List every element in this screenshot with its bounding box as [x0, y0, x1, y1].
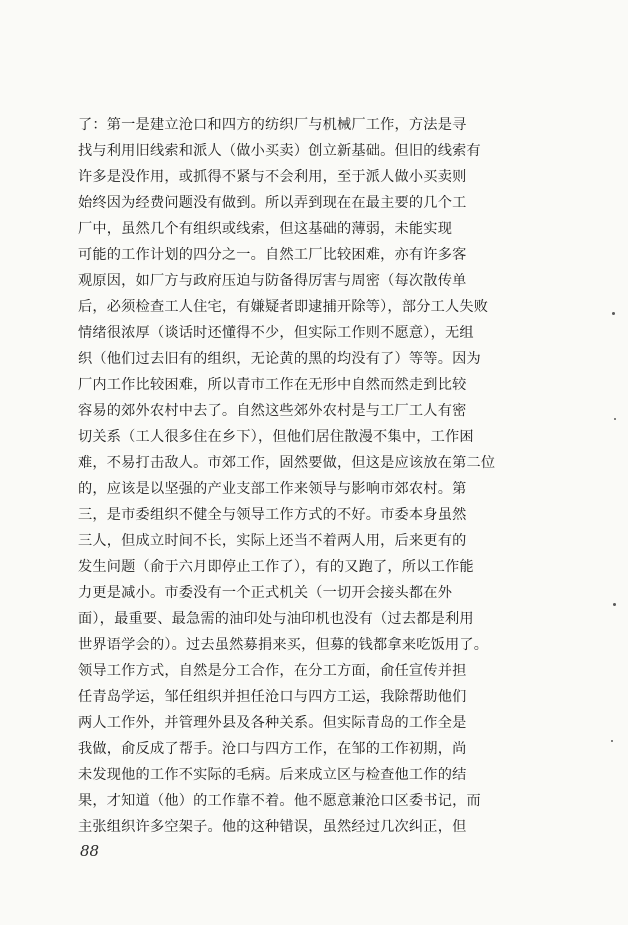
text-line: 两人工作外，并管理外县及各种关系。但实际青岛的工作全是: [78, 715, 467, 731]
scan-speck: [614, 418, 616, 420]
text-line: 的，应该是以坚强的产业支部工作来领导与影响市郊农村。第: [78, 481, 467, 497]
text-line: 了：第一是建立沧口和四方的纺织厂与机械厂工作，方法是寻: [78, 117, 467, 133]
text-line: 领导工作方式，自然是分工合作，在分工方面，俞任宣传并担: [78, 663, 467, 679]
text-line: 力更是减小。市委没有一个正式机关（一切开会接头都在外: [78, 585, 453, 601]
text-line: 厂内工作比较困难，所以青市工作在无形中自然而然走到比较: [78, 377, 467, 393]
text-line: 织（他们过去旧有的组织，无论黄的黑的均没有了）等等。因为: [78, 351, 481, 367]
page-number: 88: [80, 842, 100, 860]
text-line: 任青岛学运，邹任组织并担任沧口与四方工运，我除帮助他们: [78, 689, 467, 705]
text-line: 主张组织许多空架子。他的这种错误，虽然经过几次纠正，但: [78, 819, 467, 835]
text-line: 许多是没作用，或抓得不紧与不会利用，至于派人做小买卖则: [78, 169, 467, 185]
text-line: 三人，但成立时间不长，实际上还当不着两人用，后来更有的: [78, 533, 467, 549]
scan-speck: [613, 603, 616, 606]
text-line: 果，才知道（他）的工作靠不着。他不愿意兼沧口区委书记，而: [78, 793, 481, 809]
text-line: 观原因，如厂方与政府压迫与防备得厉害与周密（每次散传单: [78, 273, 467, 289]
scan-speck: [611, 740, 613, 742]
text-line: 未发现他的工作不实际的毛病。后来成立区与检查他工作的结: [78, 767, 467, 783]
scan-speck: [612, 312, 615, 315]
text-line: 三，是市委组织不健全与领导工作方式的不好。市委本身虽然: [78, 507, 467, 523]
text-line: 始终因为经费问题没有做到。所以弄到现在在最主要的几个工: [78, 195, 467, 211]
text-line: 世界语学会的）。过去虽然募捐来买，但募的钱都拿来吃饭用了。: [78, 637, 489, 653]
text-line: 容易的郊外农村中去了。自然这些郊外农村是与工厂工人有密: [78, 403, 467, 419]
text-line: 难，不易打击敌人。市郊工作，固然要做，但这是应该放在第二位: [78, 455, 496, 471]
text-line: 情绪很浓厚（谈话时还懂得不少，但实际工作则不愿意），无组: [78, 325, 474, 341]
text-line: 切关系（工人很多住在乡下），但他们居住散漫不集中，工作困: [78, 429, 474, 445]
text-line: 发生问题（俞于六月即停止工作了），有的又跑了，所以工作能: [78, 559, 474, 575]
text-line: 面），最重要、最急需的油印处与油印机也没有（过去都是利用: [78, 611, 474, 627]
body-text: [78, 112, 562, 840]
text-line: 我做，俞反成了帮手。沧口与四方工作，在邹的工作初期，尚: [78, 741, 467, 757]
text-line: 找与利用旧线索和派人（做小买卖）创立新基础。但旧的线索有: [78, 143, 481, 159]
text-line: 后，必须检查工人住宅，有嫌疑者即逮捕开除等），部分工人失败: [78, 299, 489, 315]
text-line: 厂中，虽然几个有组织或线索，但这基础的薄弱，未能实现: [78, 221, 453, 237]
text-line: 可能的工作计划的四分之一。自然工厂比较困难，亦有许多客: [78, 247, 467, 263]
